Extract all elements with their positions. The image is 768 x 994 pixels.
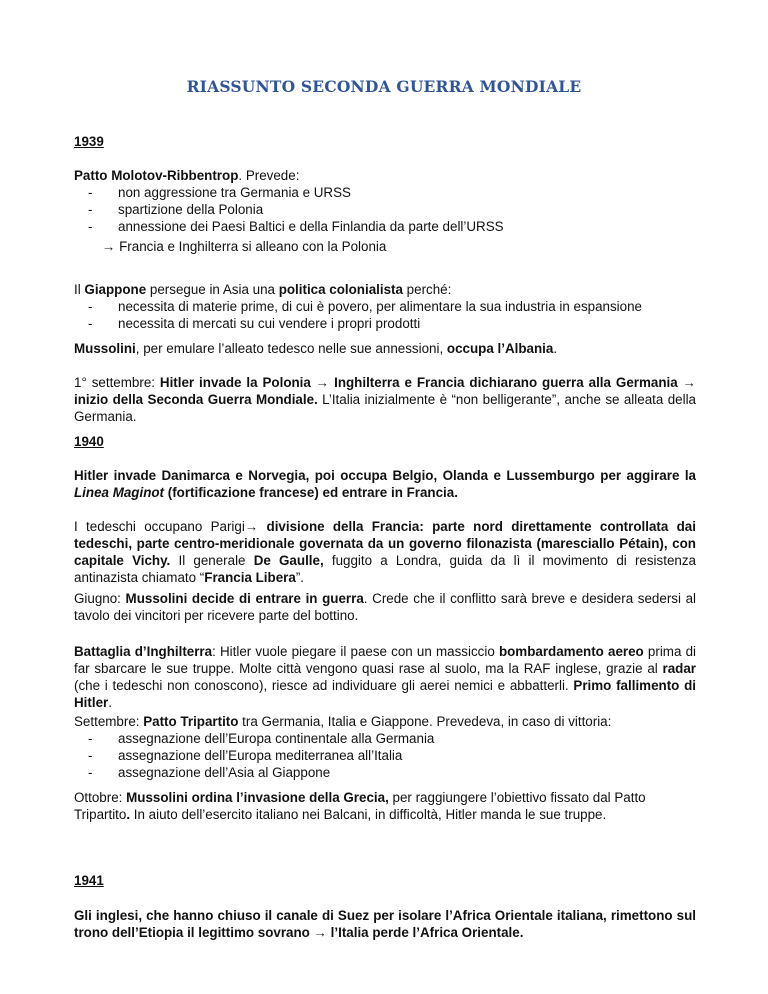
text-bold: Mussolini decide di entrare in guerra — [125, 591, 364, 606]
paragraph-alleanza — [74, 238, 724, 255]
arrow-icon: → — [102, 239, 116, 254]
text-bold: divisione della Francia: parte nord direttamente controllata dai tedeschi, parte centro-meridionale governata da un governo filonazista (maresciallo Pétain), con capitale Vichy. — [74, 519, 696, 568]
text: In aiuto dell’esercito italiano nei Balcani, in difficoltà, Hitler manda le sue truppe. — [130, 807, 607, 822]
list-item: - necessita di mercati su cui vendere i propri prodotti — [74, 315, 696, 332]
text: , per emulare l’alleato tedesco nelle sue annessioni, — [135, 341, 447, 356]
text: Il generale — [170, 553, 254, 568]
paragraph-ottobre — [74, 789, 696, 823]
arrow-icon: → — [682, 375, 696, 390]
text-bold: Battaglia d’Inghilterra — [74, 644, 213, 659]
text: fuggito a Londra, guida da lì il movimento di resistenza antinazista chiamato “ — [74, 553, 696, 585]
text-bold: Mussolini — [74, 341, 136, 356]
text: Gli inglesi, che hanno chiuso il canale di Suez per isolare l’Africa Orientale italiana, rimettono sul trono dell’Etiopia il legittimo sovrano — [74, 908, 696, 940]
text: . — [108, 695, 112, 710]
text: persegue in Asia una — [146, 282, 279, 297]
list-item: - non aggressione tra Germania e URSS — [74, 184, 696, 201]
text: Settembre: — [74, 714, 144, 729]
text-bold: Mussolini ordina l’invasione della Grecia, — [126, 790, 389, 805]
text: : Hitler vuole piegare il paese con un massiccio — [212, 644, 499, 659]
text-bold: occupa l’Albania — [446, 341, 554, 356]
text-bold: Hitler invade la Polonia — [159, 375, 316, 390]
paragraph-battaglia-inghilterra — [74, 643, 696, 711]
text-bold: Primo fallimento di Hitler — [74, 678, 696, 710]
patto-name: Patto Molotov-Ribbentrop — [74, 168, 239, 183]
text: per raggiungere l’obiettivo fissato dal Patto Tripartito — [74, 790, 646, 822]
text: I tedeschi occupano Parigi — [74, 519, 245, 534]
list-item: - assegnazione dell’Asia al Giappone — [74, 764, 696, 781]
paragraph-inglesi-etiopia — [74, 907, 696, 941]
text-bold: . — [126, 807, 131, 822]
text-bold: politica colonialista — [278, 282, 403, 297]
text: ”. — [295, 570, 304, 585]
document-title: RIASSUNTO SECONDA GUERRA MONDIALE — [186, 77, 582, 96]
list-item: - assegnazione dell’Europa continentale alla Germania — [74, 730, 696, 747]
list-item: - spartizione della Polonia — [74, 201, 696, 218]
paragraph-giugno — [74, 590, 696, 624]
text-bold: De Gaulle, — [253, 553, 324, 568]
year-heading-1939: 1939 — [74, 134, 104, 149]
text: Giugno: — [74, 591, 126, 606]
year-heading-1941: 1941 — [74, 873, 104, 888]
list-item: - necessita di materie prime, di cui è povero, per alimentare la sua industria in espansione — [74, 298, 696, 315]
tripartito-list — [74, 730, 696, 781]
paragraph-parigi — [74, 518, 696, 586]
text-bold: Giappone — [84, 282, 147, 297]
giappone-list — [74, 298, 696, 332]
text: . Crede che il conflitto sarà breve e desidera sedersi al tavolo dei vincitori per ricevere parte del bottino. — [74, 591, 697, 623]
arrow-icon: → — [313, 925, 327, 940]
text-bold: radar — [662, 661, 696, 676]
text: L’Italia inizialmente è “non belligerante”, anche se alleata della Germania. — [74, 392, 696, 424]
text: Hitler invade Danimarca e Norvegia, poi occupa Belgio, Olanda e Lussemburgo per aggirare la — [74, 468, 696, 483]
text: l’Italia perde l’Africa Orientale. — [326, 925, 524, 940]
arrow-icon: → — [244, 519, 259, 534]
text: prima di far sbarcare le sue truppe. Molte città vengono quasi rase al suolo, ma la RAF inglese, grazie al — [74, 644, 696, 676]
text: tra Germania, Italia e Giappone. Prevedeva, in caso di vittoria: — [238, 714, 612, 729]
text: (che i tedeschi non conoscono), riesce ad individuare gli aerei nemici e abbatterli. — [74, 678, 574, 693]
paragraph-hitler-invasioni — [74, 467, 696, 501]
text: perché: — [402, 282, 452, 297]
text: . — [553, 341, 558, 356]
year-heading-1940: 1940 — [74, 434, 104, 449]
text: Ottobre: — [74, 790, 127, 805]
text-bold: inizio della Seconda Guerra Mondiale. — [74, 392, 318, 407]
paragraph-settembre-1939 — [74, 374, 696, 425]
text-bold: Inghilterra e Francia dichiarano guerra alla Germania — [329, 375, 683, 390]
text: 1° settembre: — [74, 375, 160, 390]
text-bold: bombardamento aereo — [498, 644, 644, 659]
text: (fortificazione francese) ed entrare in Francia. — [164, 485, 458, 500]
list-item: - annessione dei Paesi Baltici e della Finlandia da parte dell’URSS — [74, 218, 696, 235]
text-bold: Francia Libera — [204, 570, 296, 585]
paragraph-patto-tripartito — [74, 713, 696, 781]
paragraph-mussolini-albania — [74, 340, 696, 357]
patto-intro: . Prevede: — [238, 168, 300, 183]
text-italic: Linea Maginot — [74, 485, 165, 500]
paragraph-patto-molotov — [74, 167, 696, 235]
text: Il — [74, 282, 85, 297]
list-item: - assegnazione dell’Europa mediterranea all’Italia — [74, 747, 696, 764]
arrow-icon: → — [315, 375, 330, 390]
text-bold: Patto Tripartito — [143, 714, 239, 729]
alleanza-text: Francia e Inghilterra si alleano con la Polonia — [119, 239, 387, 254]
patto-list — [74, 184, 696, 235]
paragraph-giappone — [74, 281, 696, 332]
